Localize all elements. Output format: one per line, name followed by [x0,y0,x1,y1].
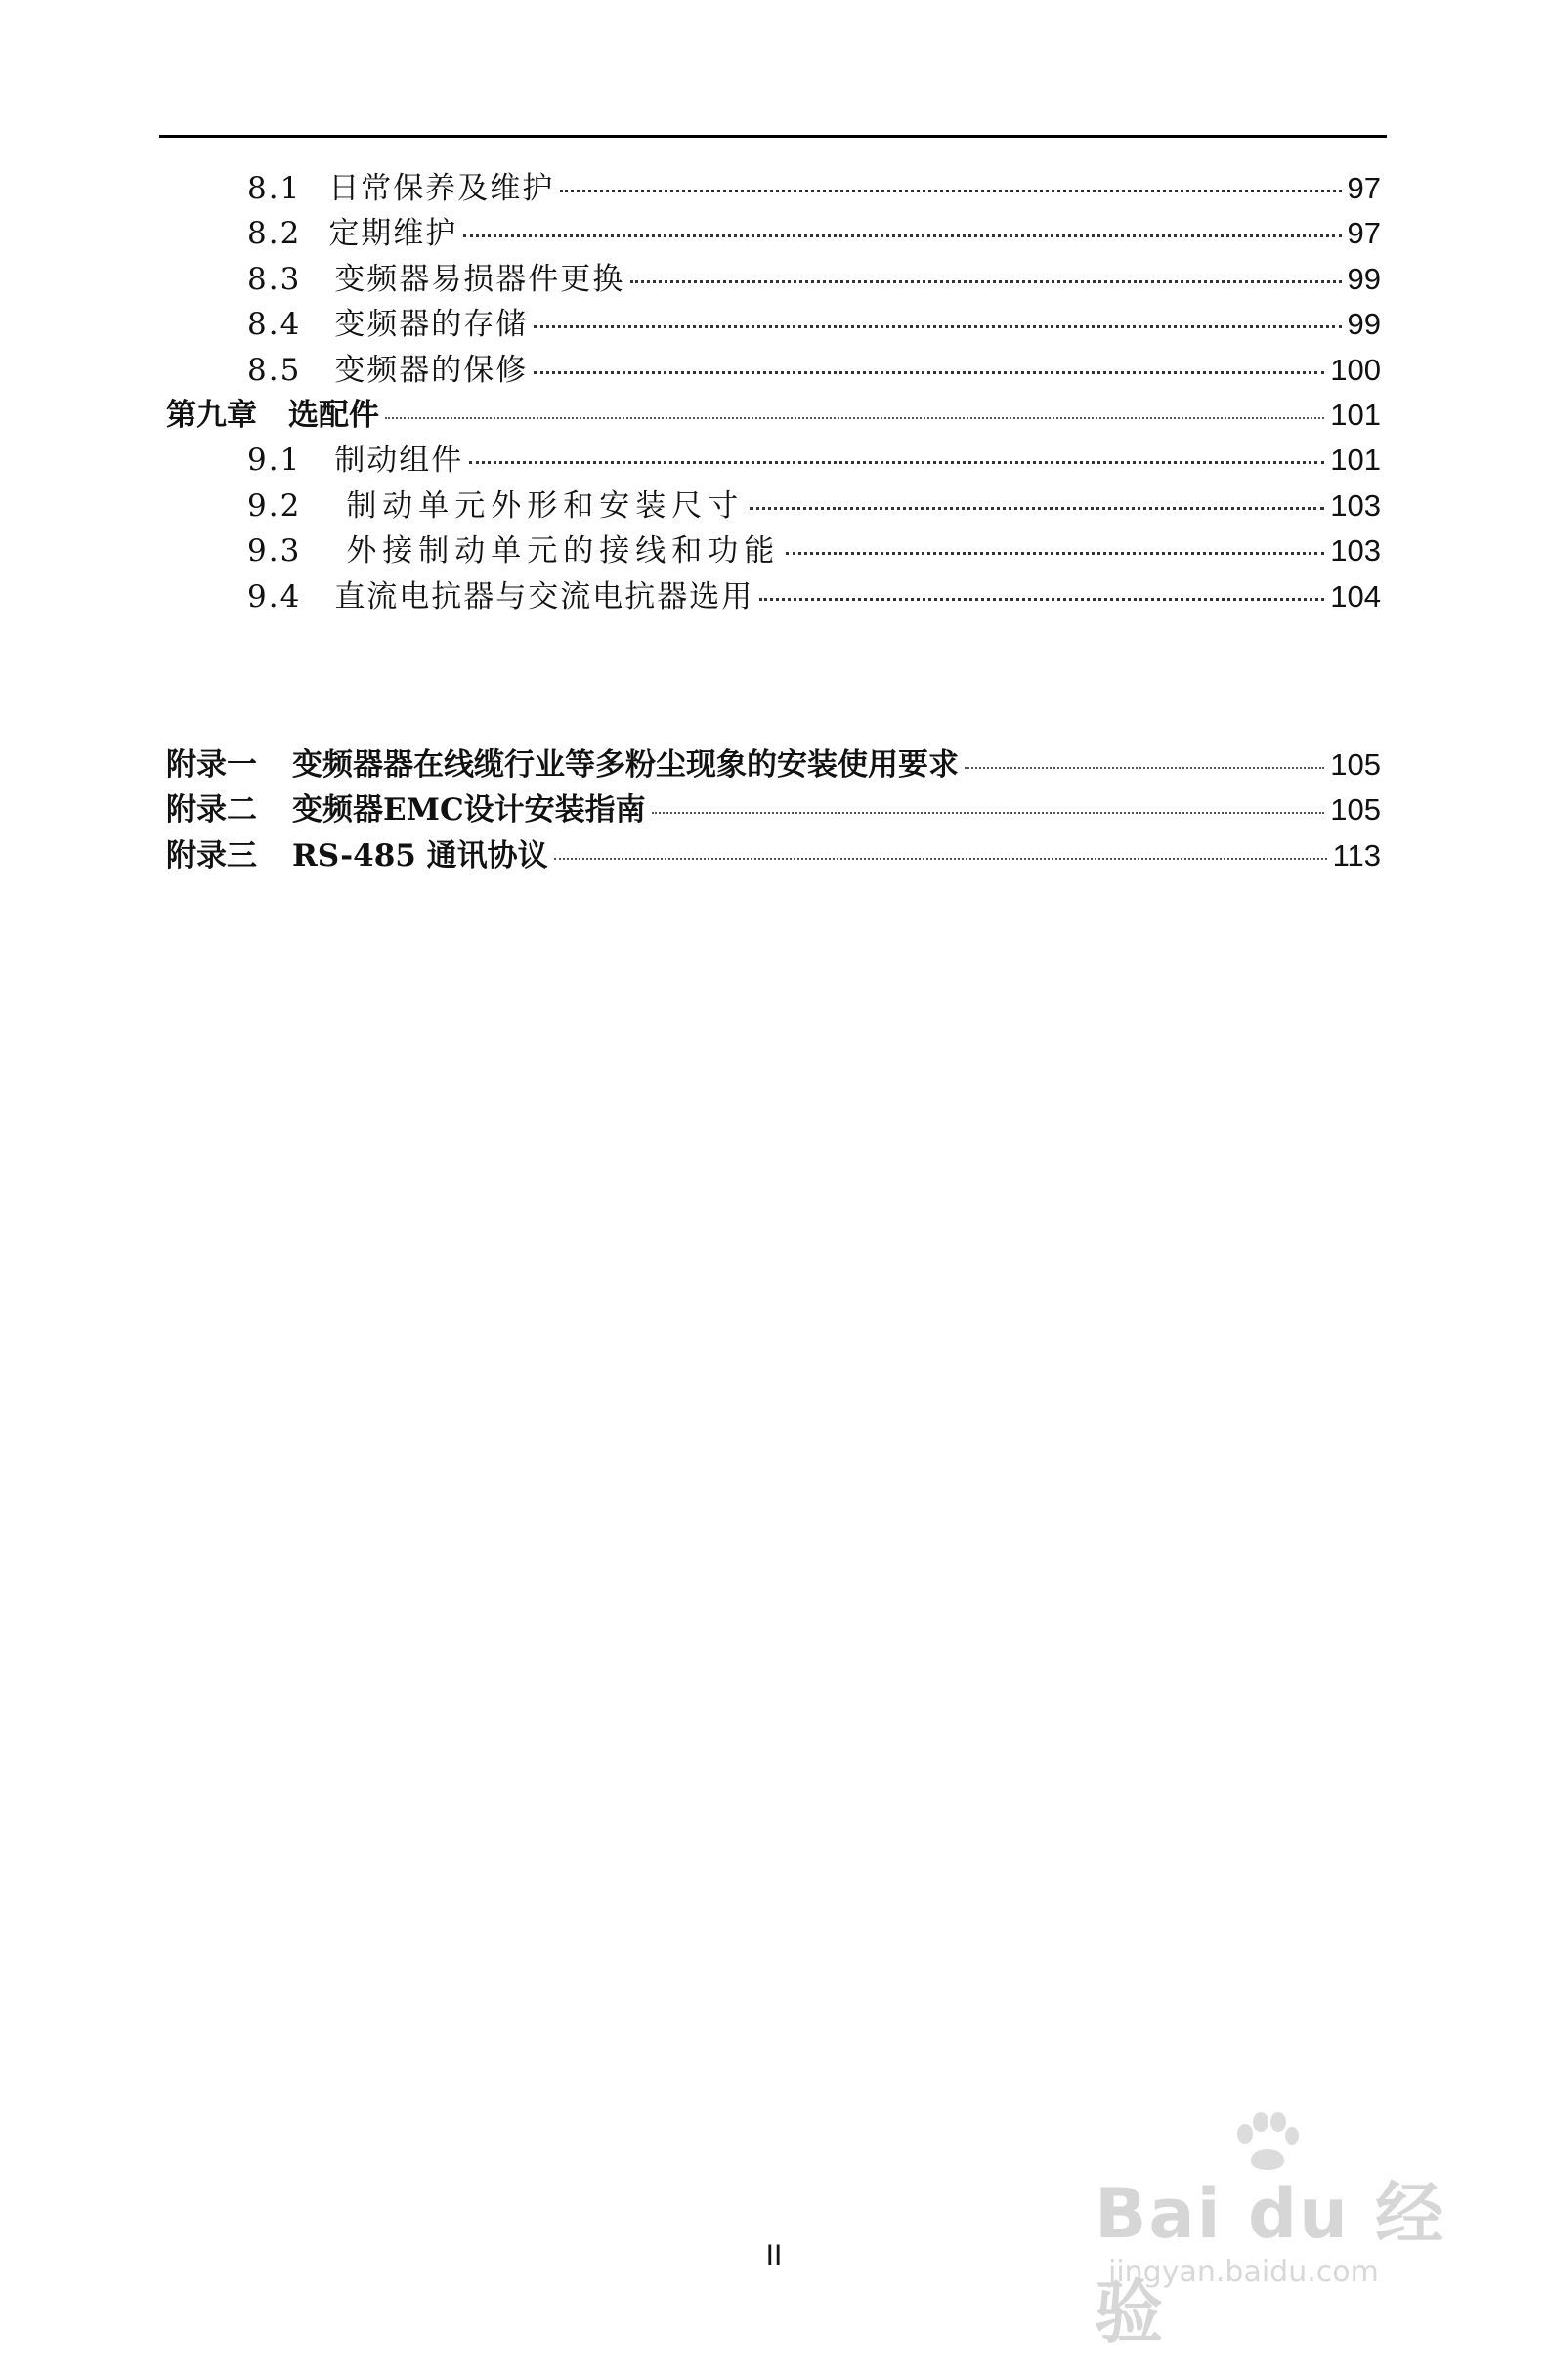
page-number: 103 [1330,489,1381,523]
section-number: 8.1 [247,171,302,206]
toc-entry-9-4[interactable] [247,574,1381,619]
section-title: 制动单元外形和安装尺寸 [346,489,745,524]
page-number: 103 [1330,533,1381,568]
toc-entry-8-5[interactable] [247,348,1381,393]
section-title: 直流电抗器与交流电抗器选用 [334,579,754,615]
page-number: 113 [1332,838,1381,872]
chapter-label: 第九章 [166,398,257,433]
section-number: 9.4 [247,579,302,615]
page-number: 99 [1347,307,1381,341]
page-number: 104 [1330,579,1381,614]
dot-leader [750,507,1324,510]
dot-leader [630,280,1341,283]
toc-appendix-2[interactable] [166,787,1381,832]
baidu-watermark [1095,2159,1446,2355]
dot-leader [385,417,1324,419]
toc-entry-9-1[interactable] [247,438,1381,483]
dot-leader [786,552,1324,555]
section-title: 变频器易损器件更换 [334,262,625,297]
dot-leader [554,858,1327,860]
page-number: 97 [1347,216,1381,250]
toc-entry-9-2[interactable] [247,484,1381,529]
dot-leader [469,461,1324,464]
section-number: 9.1 [247,443,302,478]
dot-leader [759,598,1324,601]
page-number: 99 [1347,262,1381,296]
toc-chapter-9[interactable] [166,393,1381,438]
toc-entry-8-4[interactable] [247,302,1381,347]
section-number: 9.2 [247,489,302,524]
section-title: 变频器的保修 [334,353,529,388]
section-number: 8.5 [247,353,302,388]
toc-entry-8-2[interactable] [247,211,1381,256]
page-number: 101 [1330,443,1381,477]
watermark-url: jingyan.baidu.com [1108,2255,1379,2289]
section-number: 8.3 [247,262,302,297]
toc-appendix-1[interactable] [166,743,1381,787]
section-title: 日常保养及维护 [328,171,555,206]
dot-leader [463,234,1341,237]
toc-entry-8-1[interactable] [247,166,1381,211]
section-title: 定期维护 [328,216,458,251]
toc-entry-9-3[interactable] [247,529,1381,574]
page-number: 105 [1330,747,1381,782]
section-title: 制动组件 [334,443,464,478]
section-number: 8.4 [247,307,302,342]
appendix-title: 变频器器在线缆行业等多粉尘现象的安装使用要求 [292,747,959,783]
watermark-logo: Bai du 经验 [1095,2174,1446,2353]
page-number: 97 [1347,171,1381,205]
appendix-label: 附录二 [166,792,257,828]
toc-appendix-3[interactable] [166,833,1381,878]
appendix-title: RS-485 通讯协议 [292,838,548,873]
header-rule [159,135,1387,138]
appendix-label: 附录三 [166,838,257,873]
dot-leader [652,812,1325,814]
toc-entry-8-3[interactable] [247,257,1381,302]
chapter-title: 选配件 [288,398,379,433]
appendix-label: 附录一 [166,747,257,783]
appendix-title: 变频器EMC设计安装指南 [292,792,646,828]
section-title: 变频器的存储 [334,307,529,342]
dot-leader [534,325,1341,328]
page-number: 105 [1330,792,1381,827]
page-number: 101 [1330,398,1381,432]
section-title: 外接制动单元的接线和功能 [346,533,781,569]
dot-leader [965,767,1324,769]
dot-leader [560,190,1341,192]
page-number: 100 [1330,353,1381,387]
footer-page-number: II [765,2239,783,2272]
dot-leader [534,371,1324,374]
section-number: 9.3 [247,533,302,569]
section-number: 8.2 [247,216,302,251]
